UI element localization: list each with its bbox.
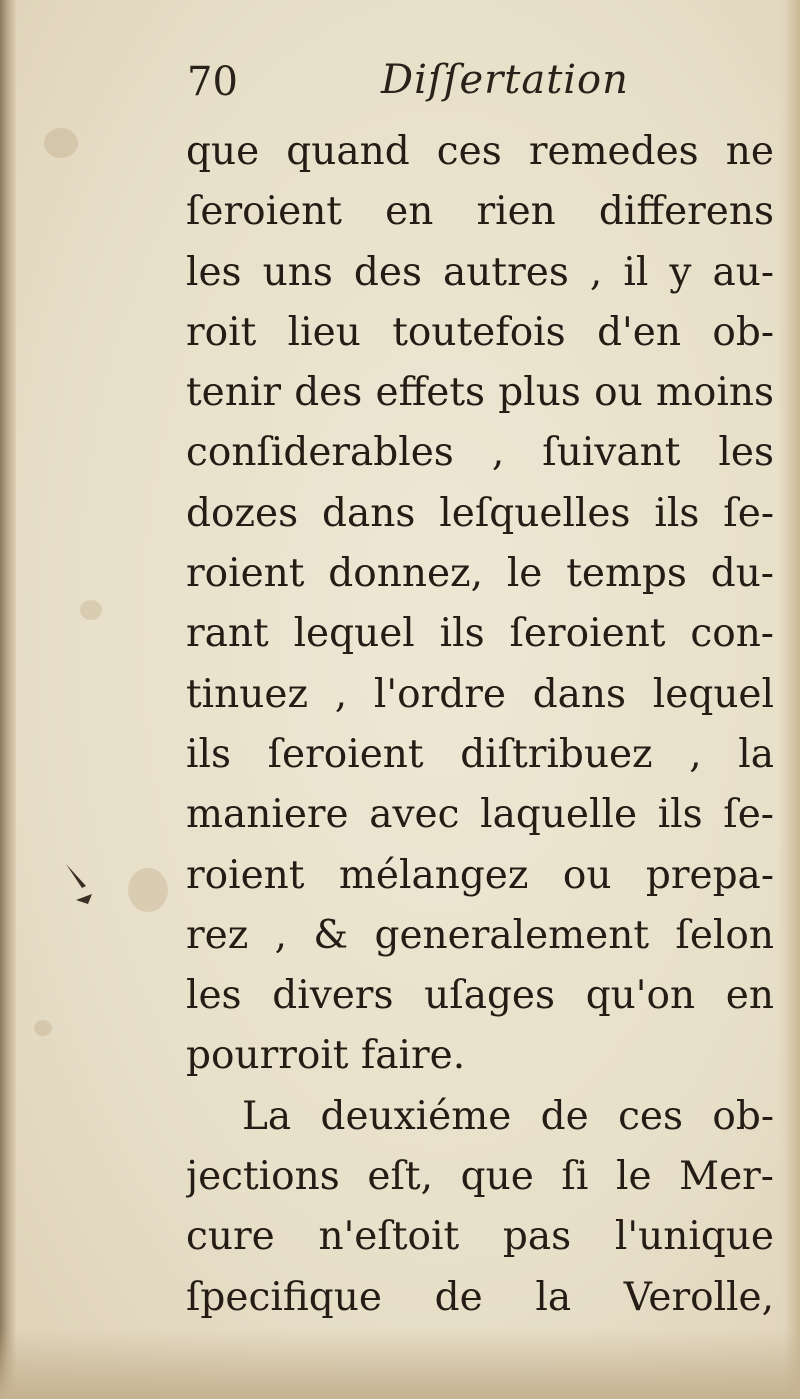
text-line: tinuez , l'ordre dans lequel — [186, 671, 774, 717]
text-line: jections eſt, que ſi le Mer- — [186, 1154, 774, 1200]
text-line: pourroit faire. — [186, 1033, 466, 1079]
text-line: tenir des effets plus ou moins — [186, 370, 774, 416]
foxing-spot — [128, 868, 168, 912]
text-line: ſeroient en rien differens — [186, 189, 774, 235]
text-line: que quand ces remedes ne — [186, 129, 774, 174]
page-gutter — [0, 0, 16, 1399]
text-line: rant lequel ils ſeroient con- — [186, 611, 774, 657]
text-line: roient mélangez ou prepa- — [186, 852, 774, 898]
page-bottom-edge — [0, 1329, 800, 1399]
text-line: conſiderables , ſuivant les — [186, 430, 774, 476]
text-line: les uns des autres , il y au- — [186, 249, 774, 295]
foxing-spot — [80, 600, 102, 620]
text-line: ils ſeroient diſtribuez , la — [186, 731, 774, 777]
text-line: cure n'eſtoit pas l'unique — [186, 1214, 774, 1260]
foxing-spot — [34, 1020, 52, 1036]
text-line: dozes dans leſquelles ils ſe- — [186, 490, 774, 536]
text-line: ſpecifique de la Verolle, — [186, 1274, 774, 1320]
text-line: les divers uſages qu'on en — [186, 973, 774, 1019]
running-title: Diſſertation — [381, 57, 629, 103]
text-line: roient donnez, le temps du- — [186, 551, 774, 597]
page-right-edge — [778, 0, 800, 1399]
foxing-spot — [44, 128, 78, 158]
page-header — [185, 57, 629, 122]
page-number: 70 — [187, 59, 238, 105]
text-line: maniere avec laquelle ils ſe- — [186, 792, 774, 838]
text-line: rez , & generalement ſelon — [186, 912, 774, 958]
body-text — [186, 122, 774, 1328]
text-line: roit lieu toutefois d'en ob- — [186, 309, 774, 355]
ink-mark-icon — [62, 860, 102, 916]
paragraph-start-line: La deuxiéme de ces ob- — [242, 1093, 774, 1139]
